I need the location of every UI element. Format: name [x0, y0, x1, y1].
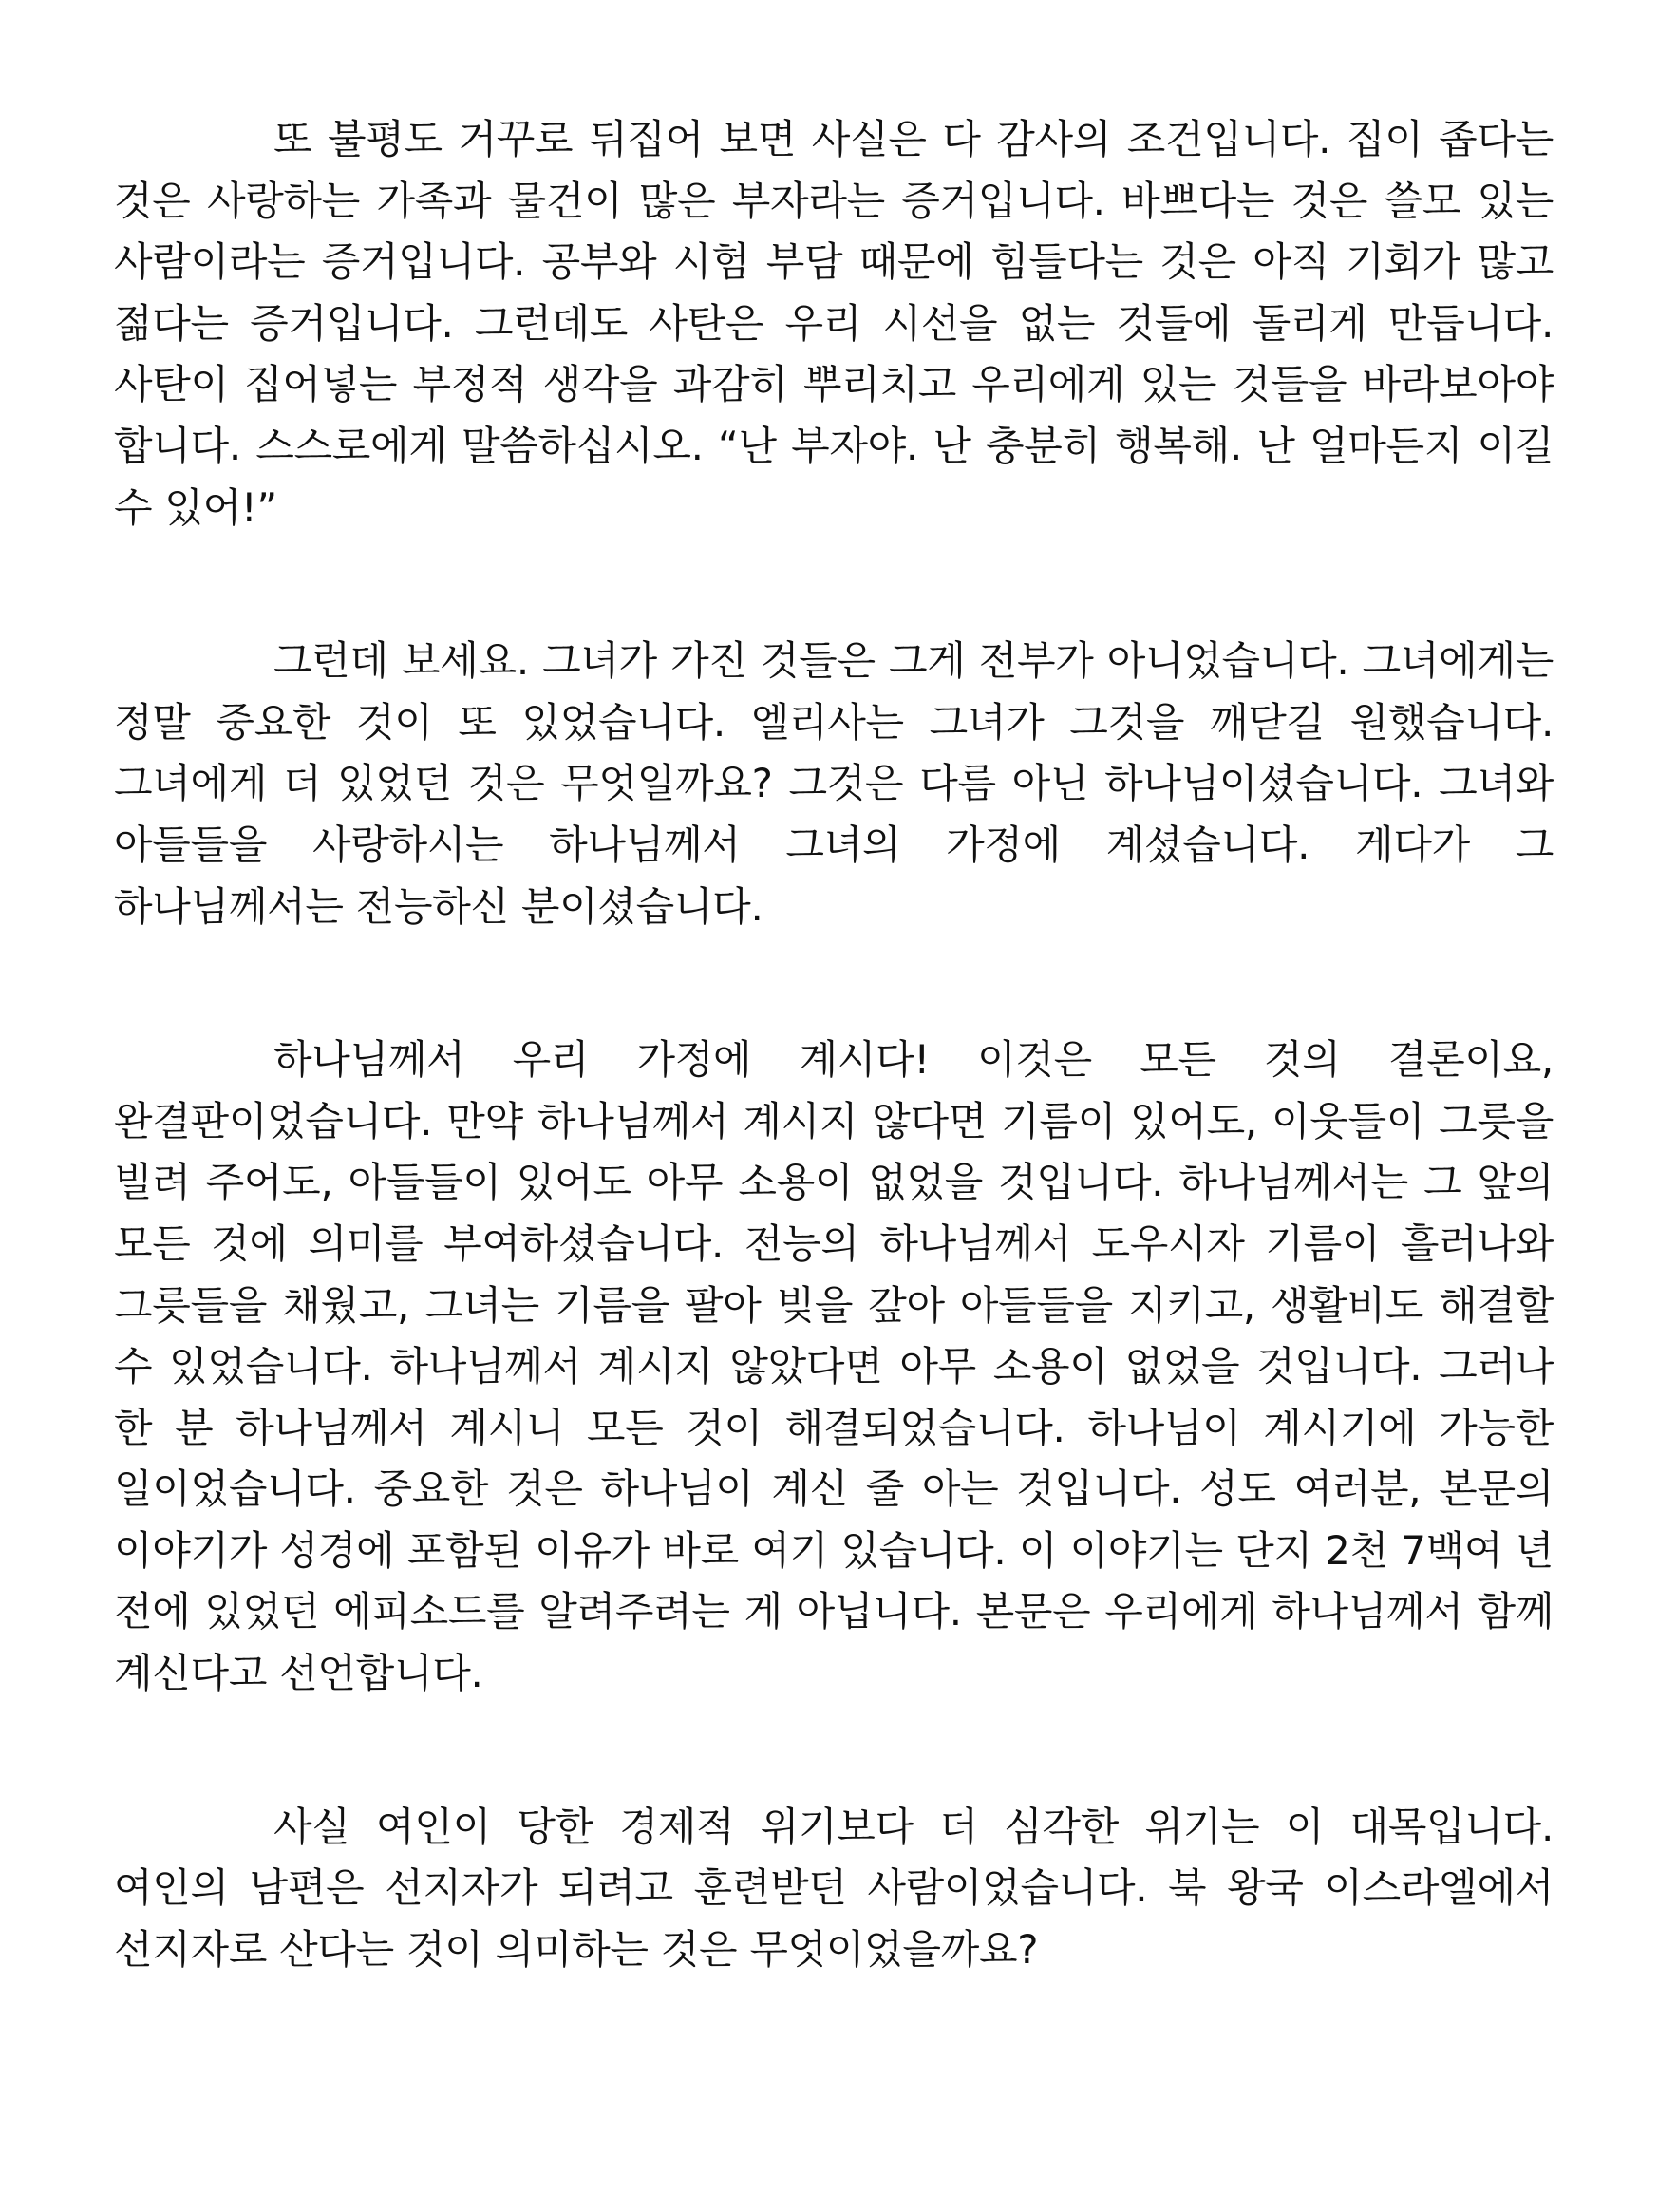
paragraph-god-present: 그런데 보세요. 그녀가 가진 것들은 그게 전부가 아니었습니다. 그녀에게는 정말 중요한 것이 또 있었습니다. 엘리사는 그녀가 그것을 깨닫길 원했습니다. 그녀에게 더 있었던 것은 무엇일까요? 그것은 다름 아닌 하나님이셨습니다. 그녀와 아들들을 사랑하시는 하나님께서 그녀의 가정에 계셨습니다. 게다가 그 하나님께서는 전능하신 분이셨습니다. [114, 637, 1554, 930]
paragraph-crisis: 사실 여인이 당한 경제적 위기보다 더 심각한 위기는 이 대목입니다. 여인의 남편은 선지자가 되려고 훈련받던 사람이었습니다. 북 왕국 이스라엘에서 선지자로 산다는 것이 의미하는 것은 무엇이었을까요? [114, 1803, 1554, 1973]
paragraph-gratitude: 또 불평도 거꾸로 뒤집어 보면 사실은 다 감사의 조건입니다. 집이 좁다는 것은 사랑하는 가족과 물건이 많은 부자라는 증거입니다. 바쁘다는 것은 쓸모 있는 사람이라는 증거입니다. 공부와 시험 부담 때문에 힘들다는 것은 아직 기회가 많고 젊다는 증거입니다. 그런데도 사탄은 우리 시선을 없는 것들에 돌리게 만듭니다. 사탄이 집어넣는 부정적 생각을 과감히 뿌리치고 우리에게 있는 것들을 바라보아야 합니다. 스스로에게 말씀하십시오. “난 부자야. 난 충분히 행복해. 난 얼마든지 이길 수 있어!” [114, 116, 1554, 531]
paragraph-conclusion: 하나님께서 우리 가정에 계시다! 이것은 모든 것의 결론이요, 완결판이었습니다. 만약 하나님께서 계시지 않다면 기름이 있어도, 이웃들이 그릇을 빌려 주어도, 아들들이 있어도 아무 소용이 없었을 것입니다. 하나님께서는 그 앞의 모든 것에 의미를 부여하셨습니다. 전능의 하나님께서 도우시자 기름이 흘러나와 그릇들을 채웠고, 그녀는 기름을 팔아 빚을 갚아 아들들을 지키고, 생활비도 해결할 수 있었습니다. 하나님께서 계시지 않았다면 아무 소용이 없었을 것입니다. 그러나 한 분 하나님께서 계시니 모든 것이 해결되었습니다. 하나님이 계시기에 가능한 일이었습니다. 중요한 것은 하나님이 계신 줄 아는 것입니다. 성도 여러분, 본문의 이야기가 성경에 포함된 이유가 바로 여기 있습니다. 이 이야기는 단지 2천 7백여 년 전에 있었던 에피소드를 알려주려는 게 아닙니다. 본문은 우리에게 하나님께서 함께 계신다고 선언합니다. [114, 1036, 1554, 1697]
